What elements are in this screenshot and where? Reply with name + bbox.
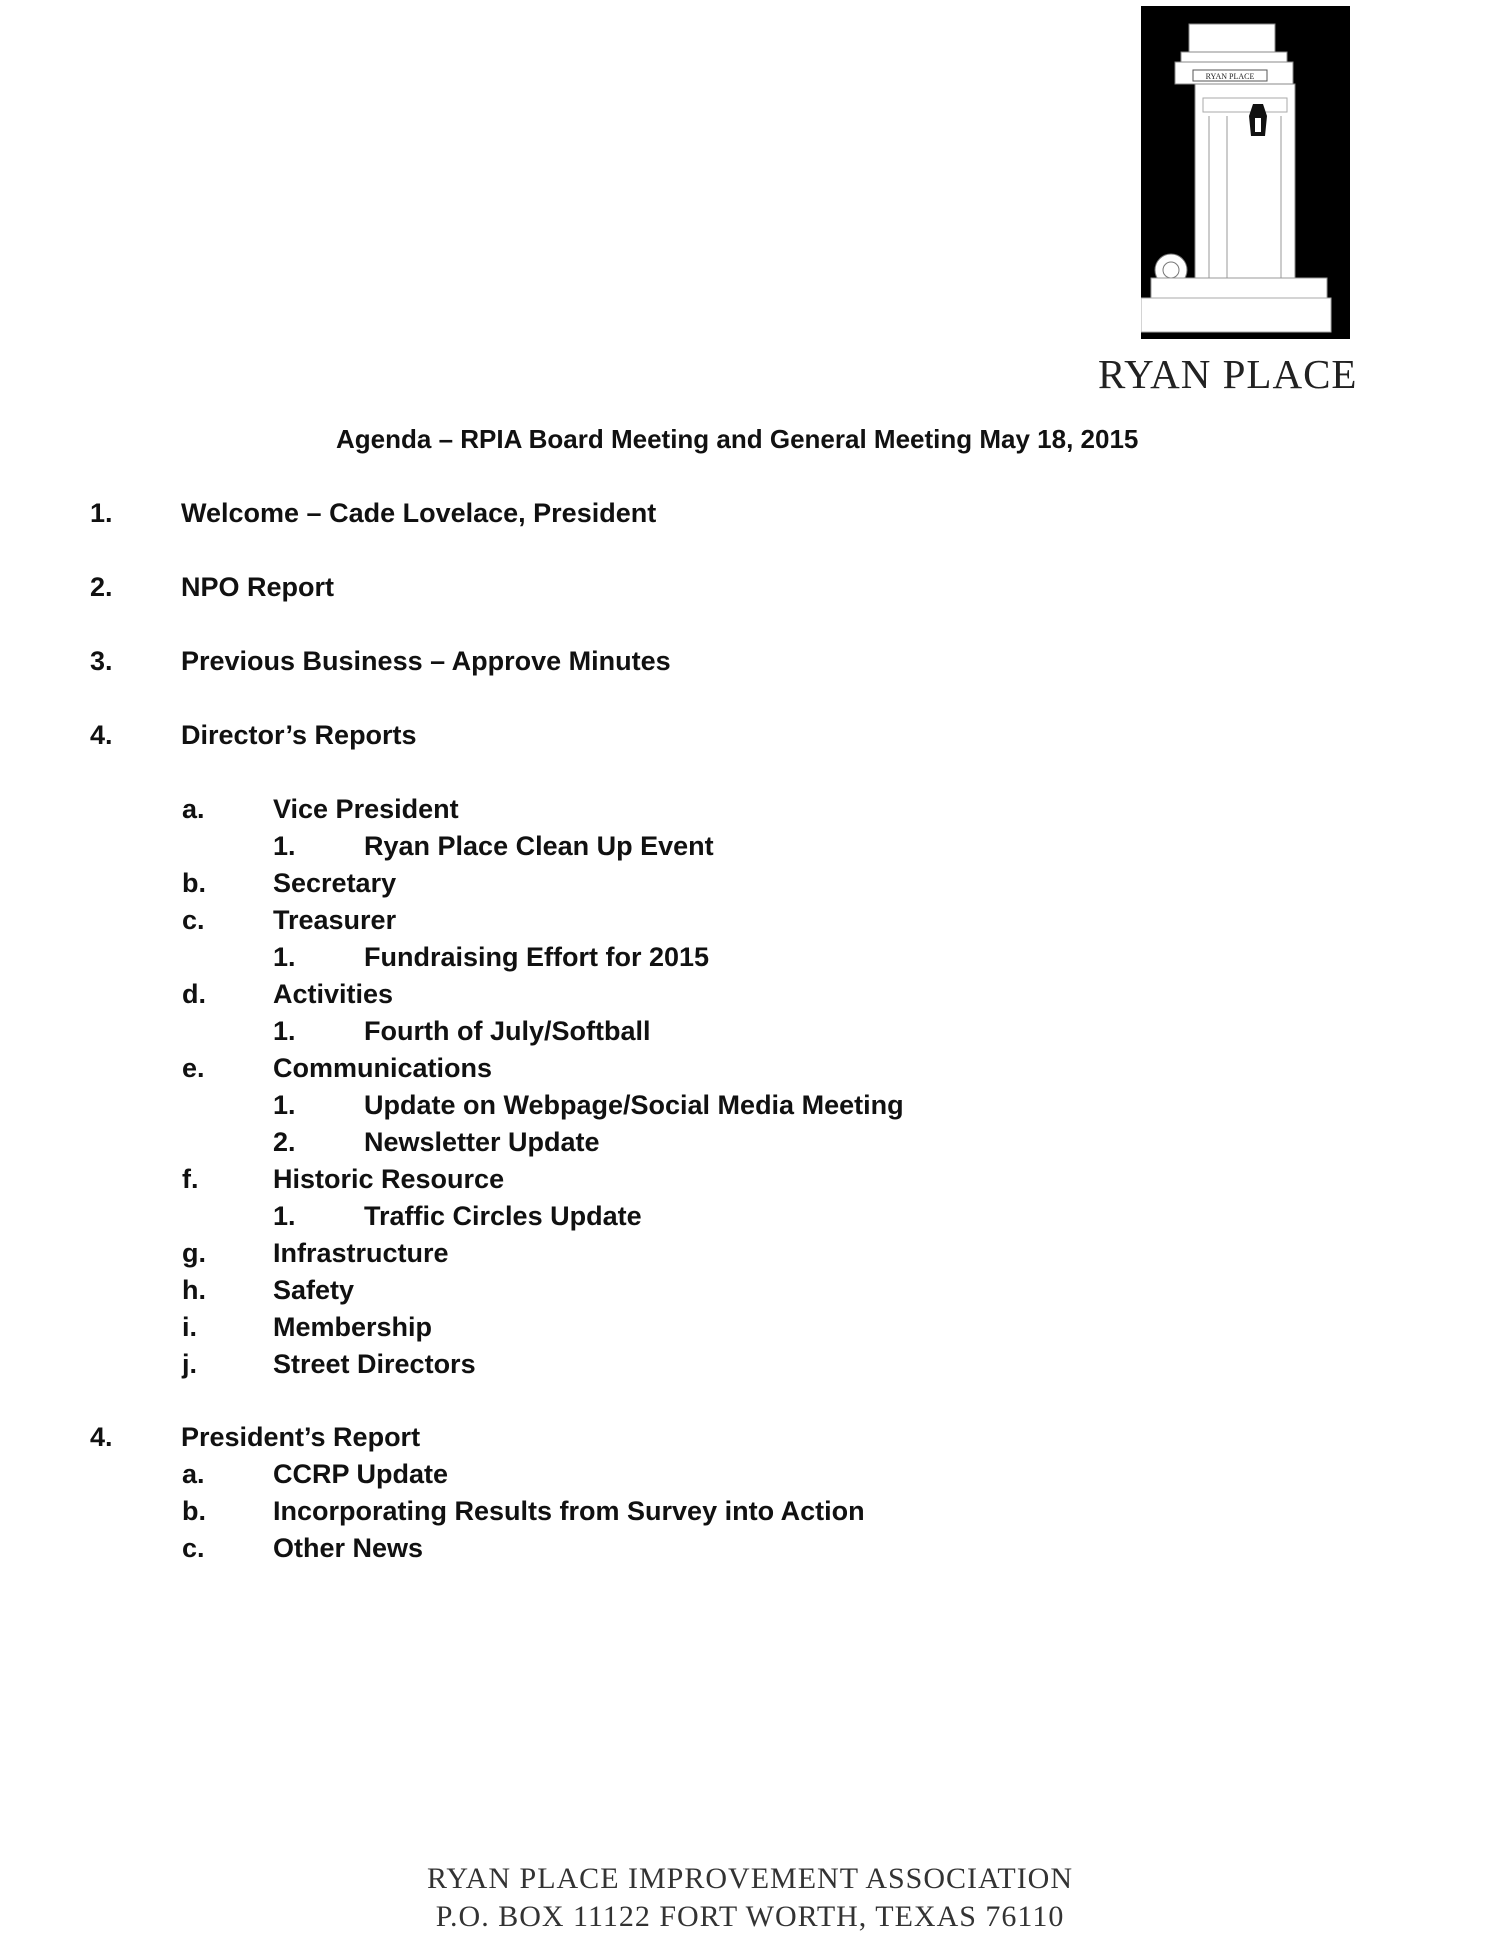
item-text: Traffic Circles Update [364, 1201, 642, 1231]
item-text: Fundraising Effort for 2015 [364, 942, 710, 972]
item-letter: g. [182, 1238, 206, 1268]
item-text: Secretary [273, 868, 397, 898]
item-text: Incorporating Results from Survey into Action [273, 1496, 865, 1526]
item-number: 2. [90, 572, 113, 602]
item-number: 3. [90, 646, 113, 676]
ryan-place-logo-image [1141, 6, 1350, 339]
item-number: 2. [273, 1127, 296, 1157]
item-text: Ryan Place Clean Up Event [364, 831, 714, 861]
item-number: 1. [273, 831, 296, 861]
item-text: Safety [273, 1275, 355, 1305]
item-text: Other News [273, 1533, 424, 1563]
item-letter: b. [182, 868, 206, 898]
item-number: 1. [273, 1090, 296, 1120]
item-text: Vice President [273, 794, 459, 824]
item-letter: a. [182, 1459, 205, 1489]
item-text: Fourth of July/Softball [364, 1016, 651, 1046]
item-text: Update on Webpage/Social Media Meeting [364, 1090, 904, 1120]
item-text: Activities [273, 979, 394, 1009]
item-letter: e. [182, 1053, 205, 1083]
item-letter: d. [182, 979, 206, 1009]
item-number: 1. [273, 1201, 296, 1231]
item-letter: j. [182, 1349, 198, 1379]
item-text: Infrastructure [273, 1238, 449, 1268]
item-number: 1. [273, 1016, 296, 1046]
item-text: Director’s Reports [181, 720, 417, 750]
item-letter: c. [182, 1533, 205, 1563]
item-text: NPO Report [181, 572, 335, 602]
item-text: Communications [273, 1053, 493, 1083]
item-letter: h. [182, 1275, 206, 1305]
footer-organization-name: RYAN PLACE IMPROVEMENT ASSOCIATION [426, 1862, 1074, 1895]
item-letter: b. [182, 1496, 206, 1526]
item-number: 4. [90, 1422, 113, 1452]
footer-address: P.O. BOX 11122 FORT WORTH, TEXAS 76110 [435, 1900, 1065, 1933]
item-number: 1. [90, 498, 113, 528]
item-number: 4. [90, 720, 113, 750]
item-text: CCRP Update [273, 1459, 449, 1489]
item-text: Historic Resource [273, 1164, 505, 1194]
item-text: Membership [273, 1312, 433, 1342]
item-text: Welcome – Cade Lovelace, President [181, 498, 657, 528]
item-text: Treasurer [273, 905, 397, 935]
plaque-text: RYAN PLACE [1205, 72, 1255, 81]
agenda-title: Agenda – RPIA Board Meeting and General Meeting May 18, 2015 [336, 424, 1139, 454]
item-text: Previous Business – Approve Minutes [181, 646, 671, 676]
item-letter: c. [182, 905, 205, 935]
item-letter: f. [182, 1164, 199, 1194]
gate-pillar-icon [1141, 6, 1350, 339]
item-letter: i. [182, 1312, 198, 1342]
ryan-place-logo-text: RYAN PLACE [1098, 351, 1358, 397]
item-text: Street Directors [273, 1349, 476, 1379]
item-number: 1. [273, 942, 296, 972]
item-letter: a. [182, 794, 205, 824]
item-text: Newsletter Update [364, 1127, 600, 1157]
item-text: President’s Report [181, 1422, 421, 1452]
